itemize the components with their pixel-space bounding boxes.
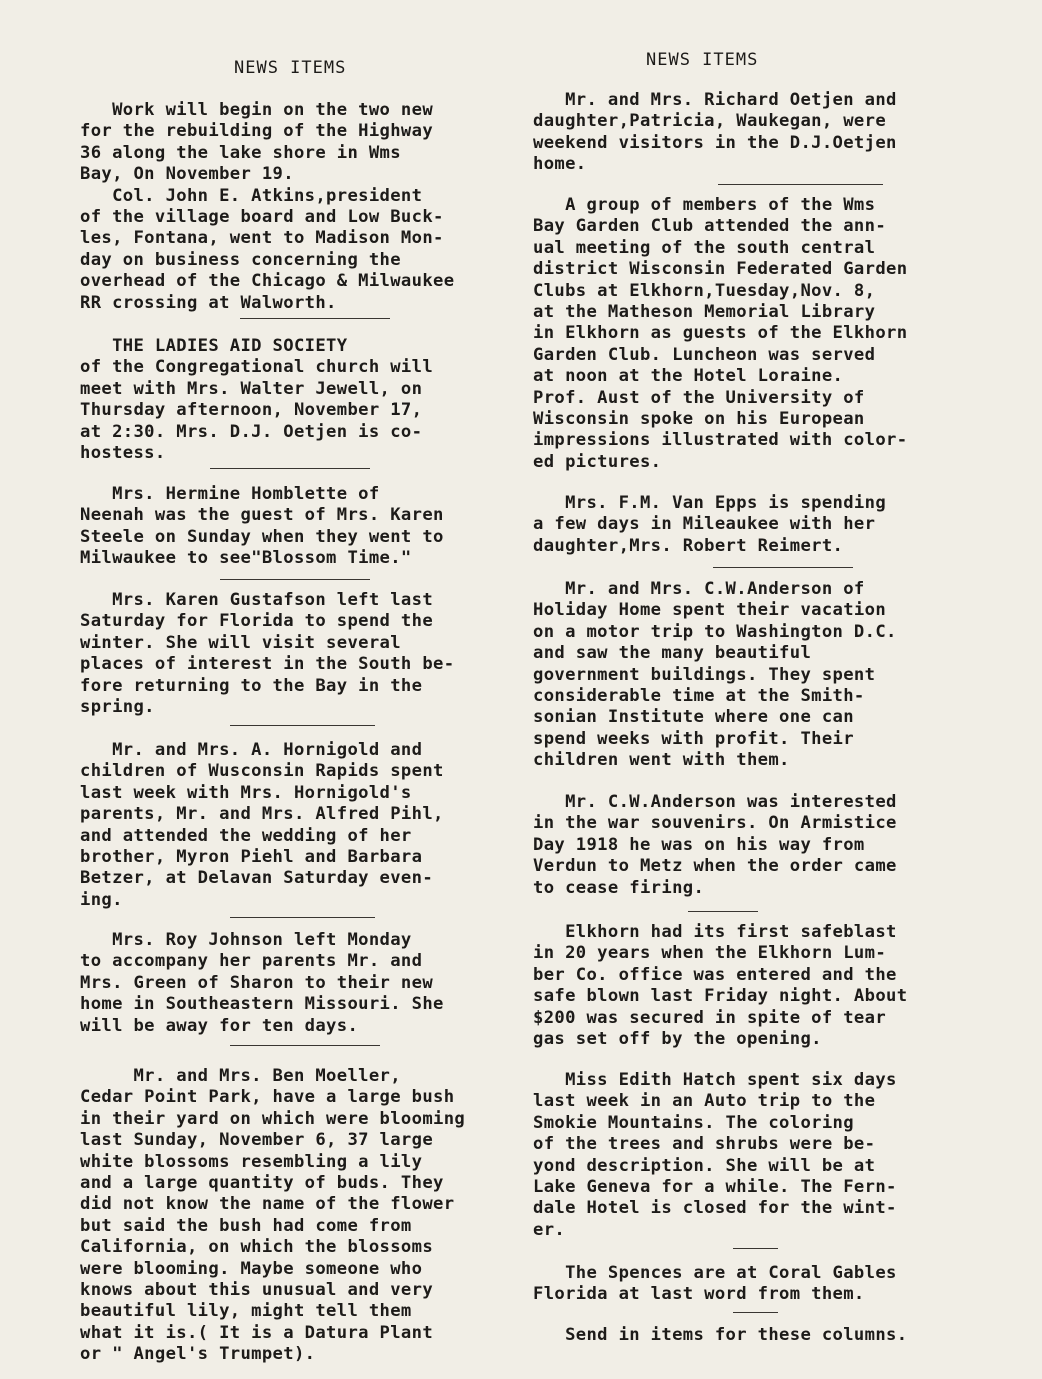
left-column-heading: NEWS ITEMS [234, 58, 347, 78]
separator [713, 567, 853, 568]
separator [718, 184, 883, 185]
separator [220, 579, 370, 580]
right-column-heading: NEWS ITEMS [646, 50, 759, 70]
news-item-send-in-items: Send in items for these columns. [533, 1325, 908, 1345]
separator [230, 725, 375, 726]
separator [230, 917, 375, 918]
news-item-hornigold-wedding: Mr. and Mrs. A. Hornigold and children of Wusconsin Rapids spent last week with Mrs. Hornigold's parents, Mr. and Mrs. Alfred Pihl, and attended the wedding of her brother, Myron Piehl and Barbara Betzer, at Delavan Saturday even- ing. [80, 740, 444, 910]
news-item-spences-coral-gables: The Spences are at Coral Gables Florida at last word from them. [533, 1263, 897, 1305]
separator [210, 468, 370, 469]
separator [733, 1312, 778, 1313]
news-item-oetjen-visitors: Mr. and Mrs. Richard Oetjen and daughter,Patricia, Waukegan, were weekend visitors in the D.J.Oetjen home. [533, 90, 897, 175]
news-item-anderson-armistice: Mr. C.W.Anderson was interested in the war souvenirs. On Armistice Day 1918 he was on his way from Verdun to Metz when the order came to cease firing. [533, 792, 897, 898]
separator [733, 1248, 778, 1249]
separator [240, 318, 390, 319]
news-item-gustafson-florida: Mrs. Karen Gustafson left last Saturday for Florida to spend the winter. She will visit several places of interest in the South be- fore returning to the Bay in the spring. [80, 590, 455, 718]
news-item-garden-club-meeting: A group of members of the Wms Bay Garden Club attended the ann- ual meeting of the south central district Wisconsin Federated Garden Clubs at Elkhorn,Tuesday,Nov. 8, at the Matheson Memorial Library in Elkhorn as guests of the Elkhorn Garden Club. Luncheon was served at noon at the Hotel Loraine. Prof. Aust of the University of Wisconsin spoke on his European impressions illustrated with color- ed pictures. [533, 195, 908, 472]
news-item-moeller-lily: Mr. and Mrs. Ben Moeller, Cedar Point Park, have a large bush in their yard on which were blooming last Sunday, November 6, 37 large white blossoms resembling a lily and a large quantity of buds. They did not know the name of the flower but said the bush had come from California, on which the blossoms were blooming. Maybe someone who knows about this unusual and very beautiful lily, might tell them what it is.( It is a Datura Plant or " Angel's Trumpet). [80, 1066, 466, 1365]
news-item-anderson-washington: Mr. and Mrs. C.W.Anderson of Holiday Home spent their vacation on a motor trip to Washington D.C. and saw the many beautiful government buildings. They spent considerable time at the Smith- sonian Institute where one can spend weeks with profit. Their children went with them. [533, 579, 897, 771]
news-item-highway-work: Work will begin on the two new for the rebuilding of the Highway 36 along the lake shore in Wms Bay, On November 19. Col. John E. Atkins,president of the village board and Low Buck- les, Fontana, went to Madison Mon- day on business concerning the overhead of the Chicago & Milwaukee RR crossing at Walworth. [80, 100, 455, 313]
news-item-elkhorn-safeblast: Elkhorn had its first safeblast in 20 years when the Elkhorn Lum- ber Co. office was entered and the safe blown last Friday night. About $200 was secured in spite of tear gas set off by the opening. [533, 922, 908, 1050]
news-item-homblette-visit: Mrs. Hermine Homblette of Neenah was the guest of Mrs. Karen Steele on Sunday when they went to Milwaukee to see"Blossom Time." [80, 484, 444, 569]
news-item-hatch-smokie-mountains: Miss Edith Hatch spent six days last week in an Auto trip to the Smokie Mountains. The coloring of the trees and shrubs were be- yond description. She will be at Lake Geneva for a while. The Fern- dale Hotel is closed for the wint- er. [533, 1070, 897, 1240]
news-item-ladies-aid-society: THE LADIES AID SOCIETY of the Congregational church will meet with Mrs. Walter Jewell, on Thursday afternoon, November 17, at 2:30. Mrs. D.J. Oetjen is co- hostess. [80, 336, 434, 464]
separator [688, 911, 758, 912]
news-item-johnson-missouri: Mrs. Roy Johnson left Monday to accompany her parents Mr. and Mrs. Green of Sharon to their new home in Southeastern Missouri. She will be away for ten days. [80, 930, 444, 1036]
separator [230, 1045, 380, 1046]
news-item-van-epps-milwaukee: Mrs. F.M. Van Epps is spending a few days in Mileaukee with her daughter,Mrs. Robert Reimert. [533, 493, 887, 556]
